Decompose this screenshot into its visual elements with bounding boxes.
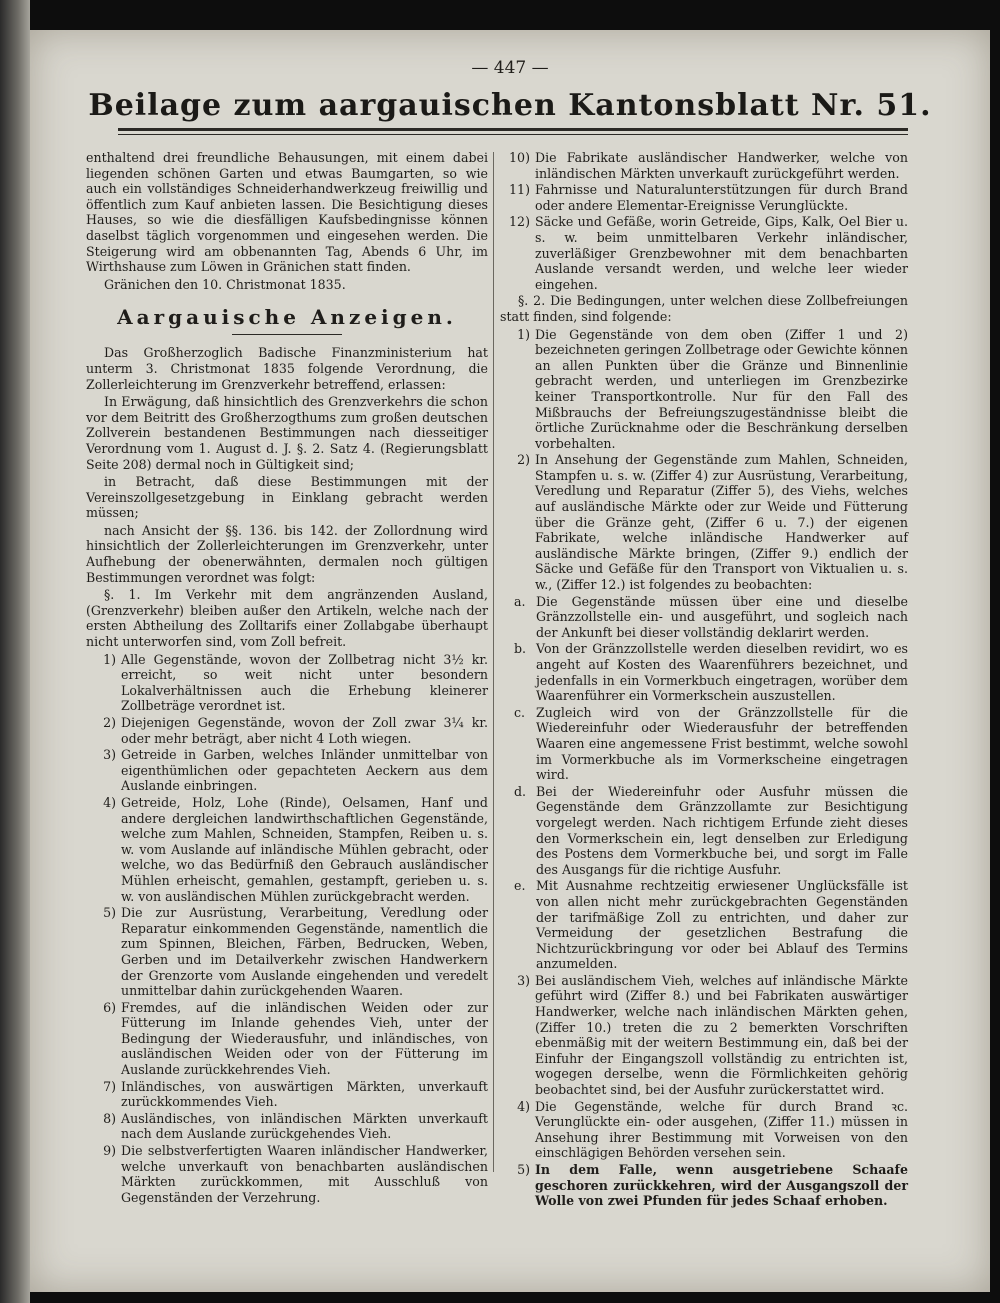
- section-rule: [232, 334, 342, 335]
- sub-text: Die Gegenstände müssen über eine und dieselbe Gränzzollstelle ein- und ausgeführt, und sogleich nach der Ankunft bei dieser vollständig deklarirt werden.: [536, 593, 908, 640]
- paragraph: Das Großherzoglich Badische Finanzministerium hat unterm 3. Christmonat 1835 folgende Verordnung, die Zollerleichterung im Grenzverkehr betreffend, erlassen:: [86, 345, 488, 392]
- item-text: Bei ausländischem Vieh, welches auf inländische Märkte geführt wird (Ziffer 8.) und bei Fabrikaten auswärtiger Handwerker, welche nach inländischen Märkten gehen, (Ziffer 10.) treten die zu 2 bemerkten Vorschriften ebenmäßig mit der weitern Bestimmung ein, daß bei der Einfuhr der Eingangszoll vollständig zu entrichten ist, wogegen derselbe, wenn die Förmlichkeiten gehörig beobachtet sind, bei der Ausfuhr zurückerstattet wird.: [535, 972, 908, 1098]
- item-number: 10): [509, 150, 530, 165]
- condition-item: [500, 327, 908, 452]
- item-text: Die Gegenstände von dem oben (Ziffer 1 und 2) bezeichneten geringen Zollbetrage oder Gewichte können an allen Punkten über die Gränze und Binnenlinie gebracht werden, und unterliegen im Grenzbezirke keiner Transportkontrolle. Nur für den Fall des Mißbrauchs der Befreiungszugeständnisse bleibt die örtliche Zurücknahme oder die Beschränkung derselben vorbehalten.: [535, 326, 908, 451]
- sub-letter: e.: [514, 878, 526, 894]
- sub-letter: c.: [514, 704, 526, 720]
- signoff: Gränichen den 10. Christmonat 1835.: [104, 276, 346, 292]
- item-text: Getreide, Holz, Lohe (Rinde), Oelsamen, Hanf und andere dergleichen landwirthschaftlichen Gegenstände, welche zum Mahlen, Schneiden, Stampfen, Reiben u. s. w. vom Auslande auf inländische Mühlen gebracht, oder welche, wo das Bedürfniß den Gebrauch ausländischer Mühlen erheischt, gemahlen, gestampft, gerieben u. s. w. von ausländischen Mühlen zurückgebracht werden.: [121, 794, 488, 904]
- sub-item: [514, 784, 908, 878]
- item-number: 1): [103, 651, 116, 667]
- paragraph: §. 2. Die Bedingungen, unter welchen diese Zollbefreiungen statt finden, sind folgende:: [500, 293, 908, 324]
- item-text: Fahrnisse und Naturalunterstützungen für durch Brand oder andere Elementar-Ereignisse Verunglückte.: [535, 182, 908, 213]
- item-number: 4): [517, 1098, 530, 1114]
- item-text: Diejenigen Gegenstände, wovon der Zoll zwar 3¼ kr. oder mehr beträgt, aber nicht 4 Loth wiegen.: [121, 715, 488, 746]
- item-number: 1): [517, 326, 530, 342]
- list-item: [500, 150, 908, 181]
- sub-letter: d.: [514, 783, 527, 799]
- item-number: 6): [103, 999, 116, 1015]
- item-number: 9): [103, 1143, 116, 1159]
- intro-paragraph: enthaltend drei freundliche Behausungen, mit einem dabei liegenden schönen Garten und etwas Baumgarten, so wie auch ein vollständiges Schneiderhandwerkzeug freiwillig und öffentlich zum Kauf anbieten lassen. Die Besichtigung dieses Hauses, so wie die diesfälligen Kaufsbedingnisse können daselbst täglich vorgenommen und eingesehen werden. Die Steigerung wird am obbenannten Tag, Abends 6 Uhr, im Wirthshause zum Löwen in Gränichen statt finden.: [86, 150, 488, 275]
- page-number: — 447 —: [471, 58, 549, 78]
- list-item: [86, 1079, 488, 1110]
- item-text: Die Fabrikate ausländischer Handwerker, welche von inländischen Märkten unverkauft zurückgeführt werden.: [535, 150, 908, 181]
- sub-item: [514, 594, 908, 641]
- paragraph: in Betracht, daß diese Bestimmungen mit der Vereinszollgesetzgebung in Einklang gebracht werden müssen;: [86, 474, 488, 521]
- header-rule-thin: [118, 134, 908, 135]
- paragraph: §. 1. Im Verkehr mit dem angränzenden Ausland, (Grenzverkehr) bleiben außer den Artikeln, welche nach der ersten Abtheilung des Zolltarifs einer Zollabgabe überhaupt nicht unterworfen sind, vom Zoll befreit.: [86, 587, 488, 650]
- item-text: Inländisches, von auswärtigen Märkten, unverkauft zurückkommendes Vieh.: [121, 1078, 488, 1110]
- document-page: [30, 30, 990, 1292]
- header-title: Beilage zum aargauischen Kantonsblatt Nr. 51.: [88, 88, 932, 123]
- list-item: [500, 182, 908, 213]
- list-item: [86, 795, 488, 904]
- item-number: 4): [103, 794, 116, 810]
- sub-item: [514, 878, 908, 972]
- sub-text: Bei der Wiedereinfuhr oder Ausfuhr müssen die Gegenstände dem Gränzzollamte zur Besichtigung vorgelegt werden. Nach richtigem Erfunde zieht dieses den Vormerkschein ein, legt denselben zur Erledigung des Postens dem Vormerkbuche bei, und sorgt im Falle des Ausgangs für die richtige Ausfuhr.: [536, 783, 908, 877]
- item-number: 11): [509, 182, 530, 198]
- paragraph: nach Ansicht der §§. 136. bis 142. der Zollordnung wird hinsichtlich der Zollerleichterungen im Grenzverkehr, unter Aufhebung der obenerwähnten, dermalen noch gültigen Bestimmungen verordnet was folgt:: [86, 522, 488, 585]
- item-text: In dem Falle, wenn ausgetriebene Schaafe geschoren zurückkehren, wird der Ausgangszoll der Wolle von zwei Pfunden für jedes Schaaf erhoben.: [535, 1162, 908, 1209]
- sub-text: Von der Gränzzollstelle werden dieselben revidirt, wo es angeht auf Kosten des Waarenführers bezeichnet, und jedenfalls in ein Vormerkbuch eingetragen, worüber dem Waarenführer ein Vormerkschein auszustellen.: [536, 641, 908, 704]
- list-item: [500, 214, 908, 292]
- sub-text: Zugleich wird von der Gränzzollstelle für die Wiedereinfuhr oder Wiederausfuhr der betreffenden Waaren eine angemessene Frist bestimmt, welche sowohl im Vormerkbuche als im Vormerkscheine eingetragen wird.: [536, 704, 908, 783]
- list-item: [86, 715, 488, 746]
- item-number: 3): [103, 747, 116, 763]
- item-number: 2): [517, 452, 530, 468]
- item-number: 2): [103, 715, 116, 730]
- condition-item: [500, 1162, 908, 1209]
- item-number: 8): [103, 1110, 116, 1126]
- item-text: Alle Gegenstände, wovon der Zollbetrag nicht 3½ kr. erreicht, so weit nicht unter besondern Lokalverhältnissen auch die Erhebung kleinerer Zollbeträge verordnet ist.: [121, 651, 488, 714]
- list-item: [86, 1143, 488, 1205]
- sub-item: [514, 705, 908, 783]
- header-rule-thick: [118, 128, 908, 131]
- item-text: Säcke und Gefäße, worin Getreide, Gips, Kalk, Oel Bier u. s. w. beim unmittelbaren Verkehr inländischer, zuverläßiger Grenzbewohner mit dem benachbarten Auslande versandt werden, und welche leer wieder eingehen.: [535, 214, 908, 292]
- condition-item: [500, 452, 908, 592]
- item-text: Ausländisches, von inländischen Märkten unverkauft nach dem Auslande zurückgehendes Vieh.: [121, 1110, 488, 1142]
- list-item: [86, 1111, 488, 1142]
- list-item: [86, 905, 488, 999]
- item-number: 5): [517, 1162, 530, 1177]
- condition-item: [500, 973, 908, 1098]
- sub-letter: b.: [514, 641, 527, 657]
- item-text: Die selbstverfertigten Waaren inländischer Handwerker, welche unverkauft von benachbarten ausländischen Märkten zurückkommen, mit Ausschluß von Gegenständen der Verzehrung.: [121, 1143, 488, 1205]
- section-title: Aargauische Anzeigen.: [117, 305, 457, 330]
- item-number: 5): [103, 905, 116, 921]
- item-text: In Ansehung der Gegenstände zum Mahlen, Schneiden, Stampfen u. s. w. (Ziffer 4) zur Ausrüstung, Verarbeitung, Veredlung und Reparatur (Ziffer 5), des Viehs, welches auf ausländische Märkte oder zur Weide und Fütterung über die Gränze geht, (Ziffer 6 u. 7.) der eigenen Fabrikate, welche inländische Handwerker auf ausländische Märkte bringen, (Ziffer 9.) endlich der Säcke und Gefäße für den Transport von Viktualien u. s. w., (Ziffer 12.) ist folgendes zu beobachten:: [535, 452, 908, 593]
- item-text: Fremdes, auf die inländischen Weiden oder zur Fütterung im Inlande gehendes Vieh, unter der Bedingung der Wiederausfuhr, und inländisches, von ausländischen Weiden oder von der Fütterung im Auslande zurückkehrendes Vieh.: [121, 999, 488, 1078]
- list-item: [86, 652, 488, 714]
- paragraph: In Erwägung, daß hinsichtlich des Grenzverkehrs die schon vor dem Beitritt des Großherzogthums zum großen deutschen Zollverein bestandenen Bestimmungen nach diesseitiger Verordnung vom 1. August d. J. §. 2. Satz 4. (Regierungsblatt Seite 208) dermal noch in Gültigkeit sind;: [86, 394, 488, 472]
- sub-item: [514, 641, 908, 703]
- item-text: Getreide in Garben, welches Inländer unmittelbar von eigenthümlichen oder gepachteten Aeckern aus dem Auslande einbringen.: [121, 747, 488, 794]
- column-divider: [493, 152, 494, 1172]
- condition-item: [500, 1099, 908, 1161]
- scan-margin: [0, 0, 30, 1303]
- left-column: [86, 150, 488, 1206]
- item-text: Die zur Ausrüstung, Verarbeitung, Veredlung oder Reparatur einkommenden Gegenstände, namentlich die zum Spinnen, Bleichen, Färben, Bedrucken, Weben, Gerben und im Detailverkehr zwischen Handwerkern der Grenzorte vom Auslande eingehenden und veredelt unmittelbar dahin zurückgehenden Waaren.: [121, 905, 488, 999]
- right-column: [500, 150, 908, 1210]
- item-number: 7): [103, 1078, 116, 1094]
- list-item: [86, 747, 488, 794]
- item-text: Die Gegenstände, welche für durch Brand ꝛc. Verunglückte ein- oder ausgehen, (Ziffer 11.) müssen in Ansehung ihrer Bestimmung mit Vorweisen von den einschlägigen Behörden versehen sein.: [535, 1098, 908, 1161]
- sub-letter: a.: [514, 593, 526, 609]
- item-number: 12): [509, 214, 530, 230]
- list-item: [86, 1000, 488, 1078]
- item-number: 3): [517, 972, 530, 988]
- sub-text: Mit Ausnahme rechtzeitig erwiesener Unglücksfälle ist von allen nicht mehr zurückgebrachten Gegenständen der tarifmäßige Zoll zu entrichten, und daher zur Vermeidung der gesetzlichen Bestrafung die Nichtzurückbringung vor oder bei Ablauf des Termins anzumelden.: [536, 878, 908, 972]
